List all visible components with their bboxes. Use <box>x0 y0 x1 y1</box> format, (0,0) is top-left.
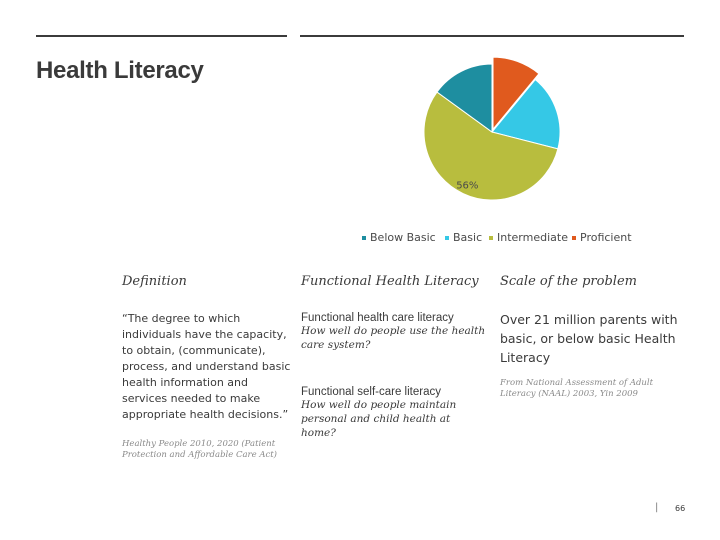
chart-legend <box>362 231 632 244</box>
scale-line: Over 21 million parents with <box>500 312 678 327</box>
definition-source-line: Healthy People 2010, 2020 (Patient <box>122 439 276 449</box>
definition-line: individuals have the capacity, <box>122 328 287 341</box>
definition-source <box>122 439 282 461</box>
scale-source <box>500 378 690 400</box>
functional-item-title: Functional health care literacy <box>301 312 454 324</box>
definition-text <box>122 311 291 423</box>
footer-separator: | <box>655 502 659 513</box>
functional-item-self-care <box>301 386 493 440</box>
definition-line: to obtain, (communicate), <box>122 344 266 357</box>
functional-item-title: Functional self-care literacy <box>301 386 441 398</box>
definition-line: services needed to make <box>122 392 261 405</box>
slide-title: Health Literacy <box>36 57 204 84</box>
definition-line: appropriate health decisions.” <box>122 408 289 421</box>
functional-heading: Functional Health Literacy <box>301 274 479 289</box>
scale-text <box>500 310 690 367</box>
title-rule-left <box>36 35 287 37</box>
definition-line: process, and understand basic <box>122 360 291 373</box>
definition-line: “The degree to which <box>122 312 241 325</box>
legend-swatch-intermediate <box>489 236 493 240</box>
legend-label-below-basic: Below Basic <box>370 231 436 244</box>
functional-item-question: home? <box>301 427 336 439</box>
functional-column <box>301 274 493 440</box>
legend-label-proficient: Proficient <box>580 231 632 244</box>
definition-line: health information and <box>122 376 248 389</box>
scale-source-line: Literacy (NAAL) 2003, Yin 2009 <box>500 389 638 399</box>
legend-label-basic: Basic <box>453 231 483 244</box>
pie-label-below-basic: 15% <box>442 53 465 65</box>
functional-item-health-care <box>301 312 493 352</box>
page-number: 66 <box>675 504 686 513</box>
pie-chart <box>300 46 684 258</box>
pie-label-intermediate: 56% <box>456 180 479 192</box>
functional-item-question: How well do people use the health <box>301 325 486 337</box>
definition-column <box>122 274 291 461</box>
functional-item-question: care system? <box>301 339 371 351</box>
legend-swatch-below-basic <box>362 236 366 240</box>
functional-item-question: personal and child health at <box>301 413 451 425</box>
scale-column <box>500 274 690 400</box>
scale-line: basic, or below basic Health <box>500 331 676 346</box>
legend-swatch-basic <box>445 236 449 240</box>
legend-label-intermediate: Intermediate <box>497 231 568 244</box>
scale-heading: Scale of the problem <box>500 274 637 289</box>
scale-line: Literacy <box>500 350 551 365</box>
definition-source-line: Protection and Affordable Care Act) <box>122 450 277 460</box>
functional-item-question: How well do people maintain <box>301 399 457 411</box>
title-rule-right <box>300 35 684 37</box>
pie-label-proficient: 11% <box>508 50 531 62</box>
scale-source-line: From National Assessment of Adult <box>500 378 654 388</box>
definition-heading: Definition <box>122 274 187 289</box>
pie-label-basic: 18% <box>562 101 585 113</box>
legend-swatch-proficient <box>572 236 576 240</box>
